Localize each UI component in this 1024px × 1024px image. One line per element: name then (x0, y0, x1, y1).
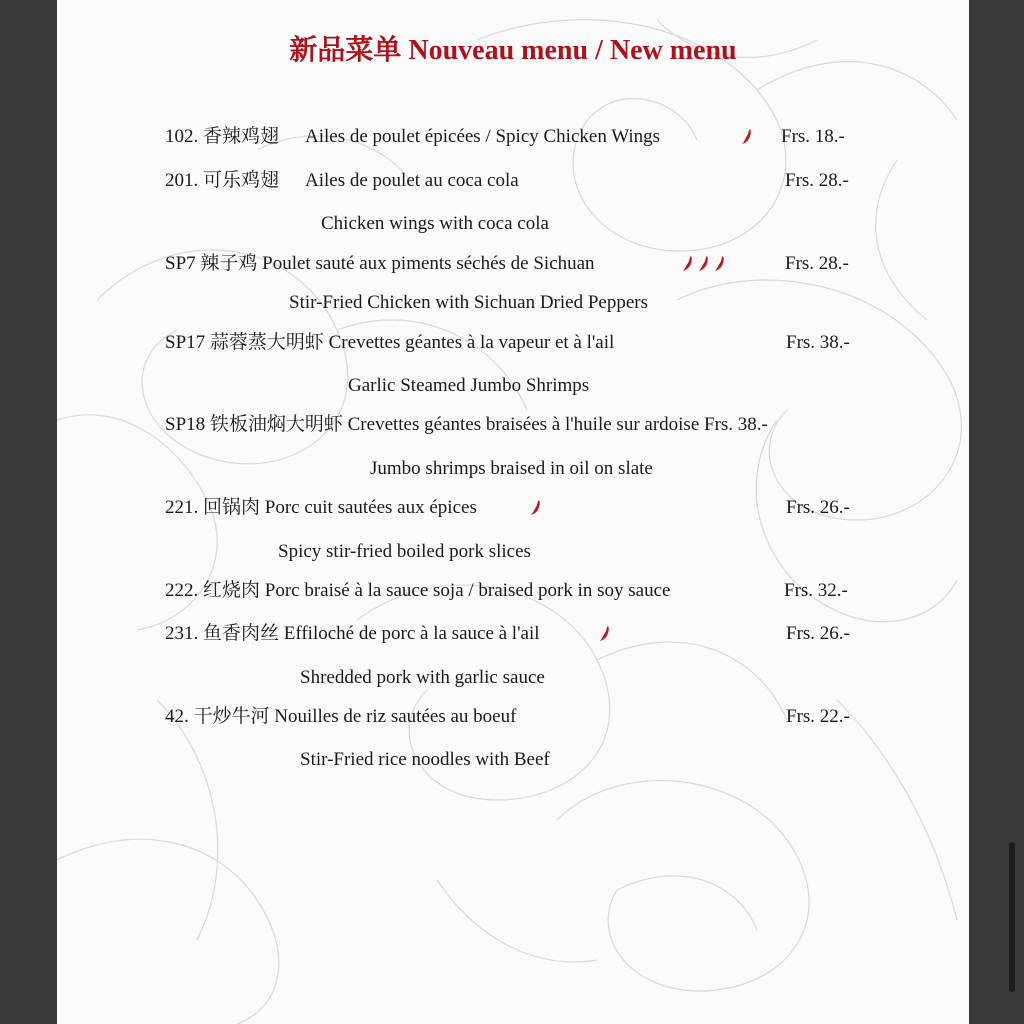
chili-icon (529, 499, 543, 517)
item-sp18-line: SP18 铁板油焖大明虾 Crevettes géantes braisées à l'huile sur ardoise Frs. 38.- (165, 414, 768, 435)
item-201-price: Frs. 28.- (785, 170, 849, 191)
item-231-english: Shredded pork with garlic sauce (300, 667, 545, 688)
item-102-price: Frs. 18.- (781, 126, 845, 147)
item-201-line: 201. 可乐鸡翅 Ailes de poulet au coca cola (165, 170, 519, 191)
chili-icon (740, 128, 754, 146)
vertical-scrollbar[interactable] (1009, 842, 1015, 992)
item-sp17-line: SP17 蒜蓉蒸大明虾 Crevettes géantes à la vapeur et à l'ail (165, 332, 615, 353)
item-sp7-line: SP7 辣子鸡 Poulet sauté aux piments séchés de Sichuan (165, 253, 595, 274)
item-42-english: Stir-Fried rice noodles with Beef (300, 749, 550, 770)
item-201-english: Chicken wings with coca cola (321, 213, 549, 234)
item-sp18-english: Jumbo shrimps braised in oil on slate (370, 458, 653, 479)
chili-icon (681, 255, 695, 273)
item-sp17-english: Garlic Steamed Jumbo Shrimps (348, 375, 590, 396)
item-sp7-price: Frs. 28.- (785, 253, 849, 274)
item-221-english: Spicy stir-fried boiled pork slices (278, 541, 531, 562)
menu-title: 新品菜单 Nouveau menu / New menu (289, 35, 737, 66)
item-222-price: Frs. 32.- (784, 580, 848, 601)
item-sp7-english: Stir-Fried Chicken with Sichuan Dried Peppers (289, 292, 648, 313)
item-42-price: Frs. 22.- (786, 706, 850, 727)
item-221-price: Frs. 26.- (786, 497, 850, 518)
item-sp17-price: Frs. 38.- (786, 332, 850, 353)
item-222-line: 222. 红烧肉 Porc braisé à la sauce soja / braised pork in soy sauce (165, 580, 671, 601)
chili-icon (697, 255, 711, 273)
menu-page (57, 0, 969, 1024)
item-231-price: Frs. 26.- (786, 623, 850, 644)
item-42-line: 42. 干炒牛河 Nouilles de riz sautées au boeuf (165, 706, 517, 727)
item-231-line: 231. 鱼香肉丝 Effiloché de porc à la sauce à l'ail (165, 623, 540, 644)
item-102-line: 102. 香辣鸡翅 Ailes de poulet épicées / Spicy Chicken Wings (165, 126, 661, 147)
chili-icon (713, 255, 727, 273)
item-221-line: 221. 回锅肉 Porc cuit sautées aux épices (165, 497, 477, 518)
chili-icon (598, 625, 612, 643)
